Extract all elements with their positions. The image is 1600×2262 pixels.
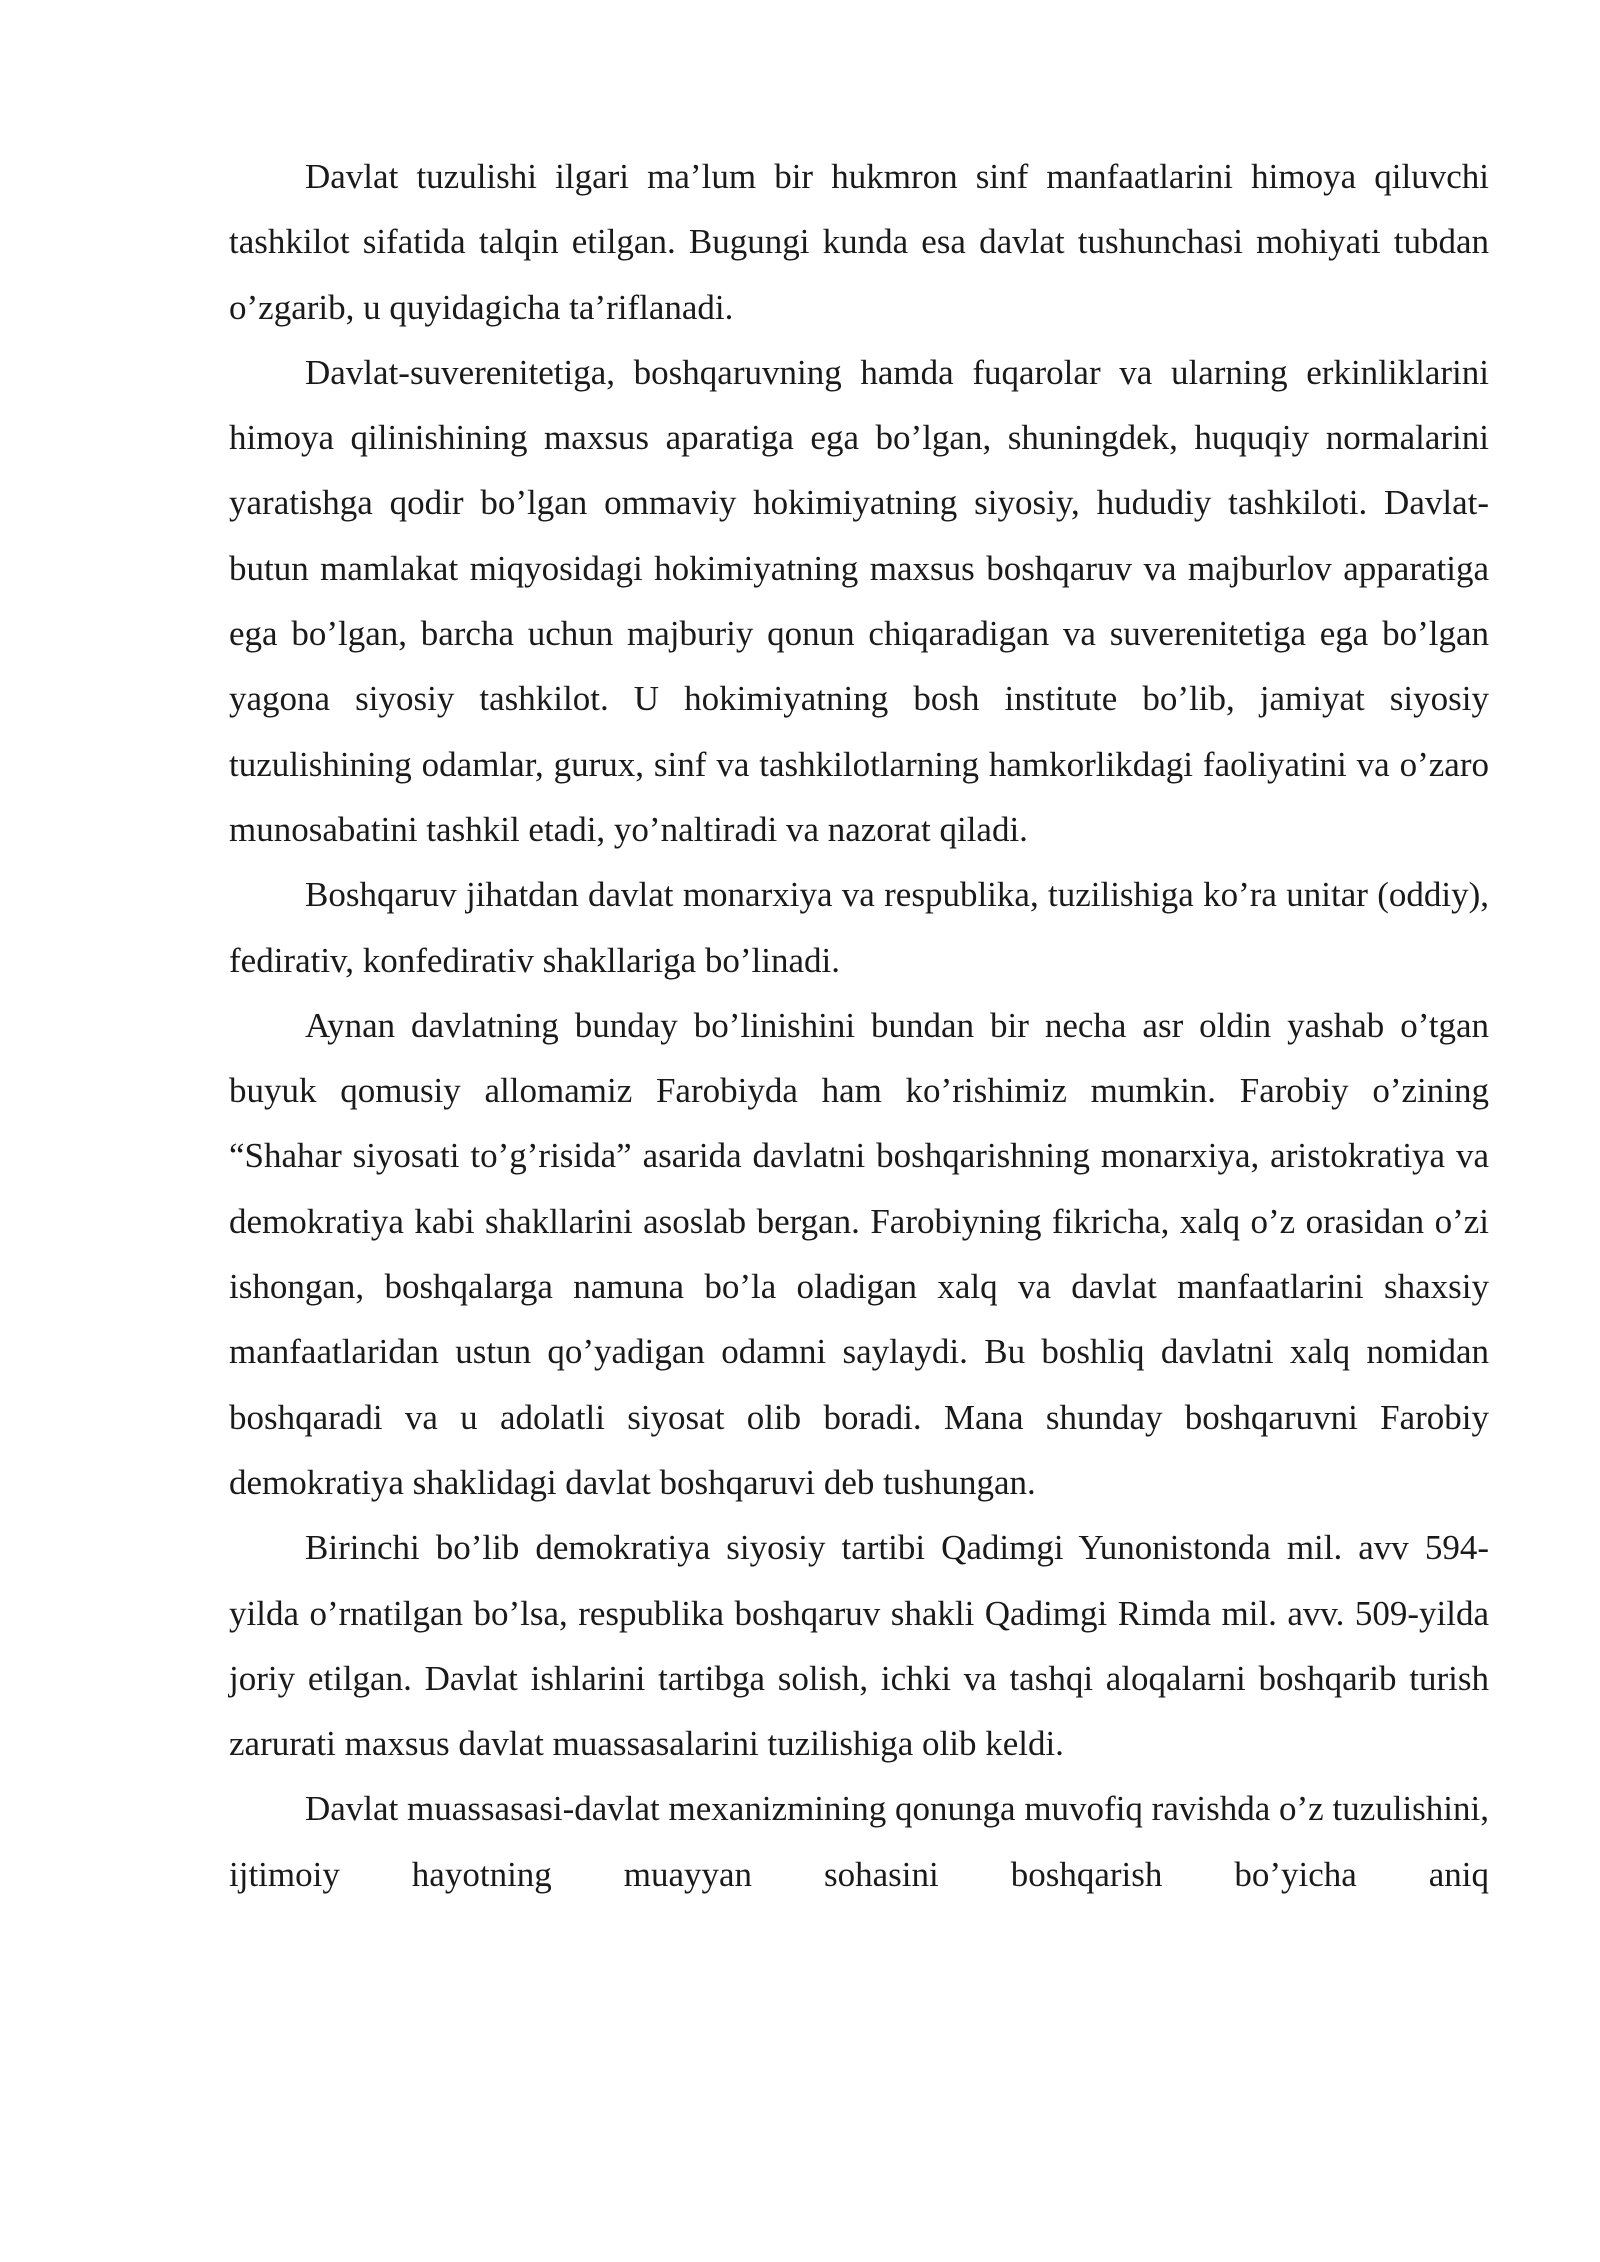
paragraph-5: Birinchi bo’lib demokratiya siyosiy tartibi Qadimgi Yunonistonda mil. avv 594-yilda o’rnatilgan bo’lsa, respublika boshqaruv shakli Qadimgi Rimda mil. avv. 509-yilda joriy etilgan. Davlat ishlarini tartibga solish, ichki va tashqi aloqalarni boshqarib turish zarurati maxsus davlat muassasalarini tuzilishiga olib keldi.: [229, 1528, 1489, 1764]
paragraph-1: Davlat tuzulishi ilgari ma’lum bir hukmron sinf manfaatlarini himoya qiluvchi tashkilot sifatida talqin etilgan. Bugungi kunda esa davlat tushunchasi mohiyati tubdan o’zgarib, u quyidagicha ta’riflanadi.: [229, 157, 1489, 327]
paragraph-2: Davlat-suverenitetiga, boshqaruvning hamda fuqarolar va ularning erkinliklarini himoya qilinishining maxsus aparatiga ega bo’lgan, shuningdek, huquqiy normalarini yaratishga qodir bo’lgan ommaviy hokimiyatning siyosiy, hududiy tashkiloti. Davlat-butun mamlakat miqyosidagi hokimiyatning maxsus boshqaruv va majburlov apparatiga ega bo’lgan, barcha uchun majburiy qonun chiqaradigan va suverenitetiga ega bo’lgan yagona siyosiy tashkilot. U hokimiyatning bosh institute bo’lib, jamiyat siyosiy tuzulishining odamlar, gurux, sinf va tashkilotlarning hamkorlikdagi faoliyatini va o’zaro munosabatini tashkil etadi, yo’naltiradi va nazorat qiladi.: [229, 352, 1489, 849]
paragraph-4: Aynan davlatning bunday bo’linishini bundan bir necha asr oldin yashab o’tgan buyuk qomusiy allomamiz Farobiyda ham ko’rishimiz mumkin. Farobiy o’zining “Shahar siyosati to’g’risida” asarida davlatni boshqarishning monarxiya, aristokratiya va demokratiya kabi shakllarini asoslab bergan. Farobiyning fikricha, xalq o’z orasidan o’zi ishongan, boshqalarga namuna bo’la oladigan xalq va davlat manfaatlarini shaxsiy manfaatlaridan ustun qo’yadigan odamni saylaydi. Bu boshliq davlatni xalq nomidan boshqaradi va u adolatli siyosat olib boradi. Mana shunday boshqaruvni Farobiy demokratiya shaklidagi davlat boshqaruvi deb tushungan.: [229, 1005, 1489, 1502]
document-body: [229, 144, 1489, 1907]
paragraph-6: Davlat muassasasi-davlat mexanizmining qonunga muvofiq ravishda o’z tuzulishini, ijtimoiy hayotning muayyan sohasini boshqarish bo’yicha aniq: [229, 1789, 1489, 1894]
paragraph-3: Boshqaruv jihatdan davlat monarxiya va respublika, tuzilishiga ko’ra unitar (oddiy), fedirativ, konfedirativ shakllariga bo’linadi.: [229, 875, 1489, 980]
